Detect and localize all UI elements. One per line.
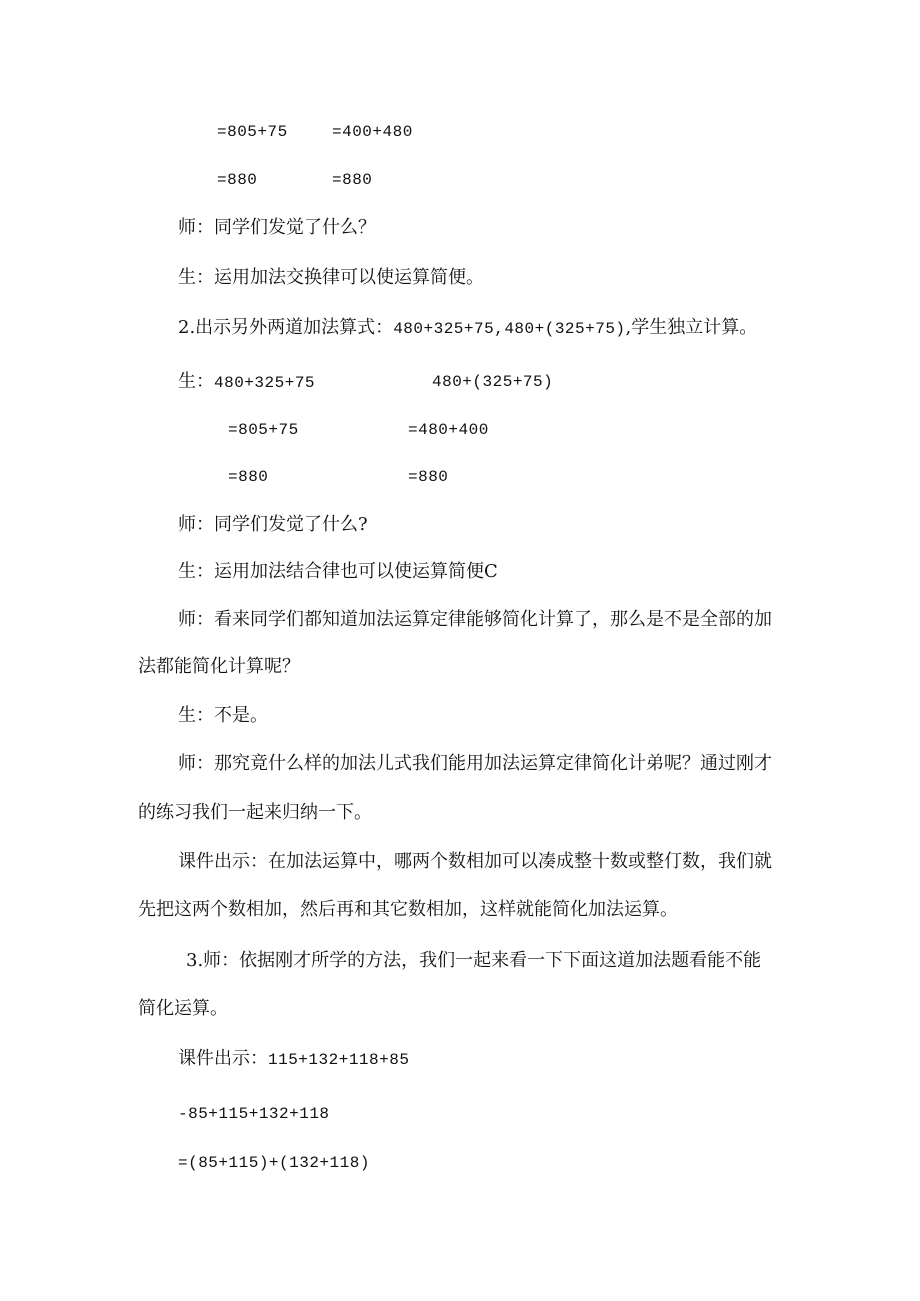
courseware-2-label: 课件出示： [178, 1048, 268, 1069]
calc-step-2: =(85+115)+(132+118) [178, 1154, 370, 1172]
teacher-question-3-line-1: 师：看来同学们都知道加法运算定律能够简化计算了，那么是不是全部的加 [178, 609, 772, 630]
calc-mid-right-result: =880 [408, 468, 449, 486]
student-answer-1: 生：运用加法交换律可以使运算简便。 [178, 267, 484, 288]
calc-top-right-step1: =400+480 [332, 123, 413, 141]
teacher-question-3-line-2: 法都能简化计算呢？ [138, 656, 300, 677]
calc-mid-row-1 [178, 370, 738, 395]
calc-top-right-result: =880 [332, 171, 373, 189]
calc-mid-right-expression: 480+(325+75) [432, 373, 554, 391]
calc-top-left-step1: =805+75 [217, 123, 288, 141]
teacher-question-4-line-1: 师：那究竟什么样的加法儿式我们能用加法运算定律简化计弟呢？通过刚才 [178, 753, 772, 774]
item-3-line-2: 简化运算。 [138, 998, 228, 1019]
calc-mid-left-expression: 480+325+75 [214, 374, 316, 392]
teacher-question-4-line-2: 的练习我们一起来归纳一下。 [138, 802, 372, 823]
courseware-2 [178, 1047, 409, 1072]
student-answer-3: 生：不是。 [178, 705, 268, 726]
teacher-question-2: 师：同学们发觉了什么? [178, 514, 368, 535]
student-answer-2: 生：运用加法结合律也可以使运算简便C [178, 561, 498, 582]
calc-mid-right-step1: =480+400 [408, 421, 489, 439]
calc-mid-left-result: =880 [228, 468, 269, 486]
item-2-instruction [178, 316, 798, 341]
item-2-expression-2: 480+(325+75) [504, 320, 626, 338]
item-2-separator: , [494, 320, 505, 338]
item-2-expression-1: 480+325+75 [393, 320, 495, 338]
teacher-question-1: 师：同学们发觉了什么？ [178, 217, 376, 238]
calc-top-left-result: =880 [217, 171, 258, 189]
item-3-line-1: 3.师：依据刚才所学的方法，我们一起来看一下下面这道加法题看能不能 [186, 950, 762, 971]
courseware-2-expression: 115+132+118+85 [268, 1051, 410, 1069]
calc-step-1: -85+115+132+118 [178, 1105, 330, 1123]
courseware-1-line-1: 课件出示：在加法运算中，哪两个数相加可以凑成整十数或整仃数，我们就 [178, 851, 772, 872]
item-2-prefix: 2.出示另外两道加法算式： [178, 317, 394, 338]
item-2-suffix: ,学生独立计算。 [625, 317, 758, 338]
calc-mid-student-label: 生： [178, 371, 214, 392]
calc-mid-left-step1: =805+75 [228, 421, 299, 439]
courseware-1-line-2: 先把这两个数相加，然后再和其它数相加，这样就能简化加法运算。 [138, 899, 678, 920]
